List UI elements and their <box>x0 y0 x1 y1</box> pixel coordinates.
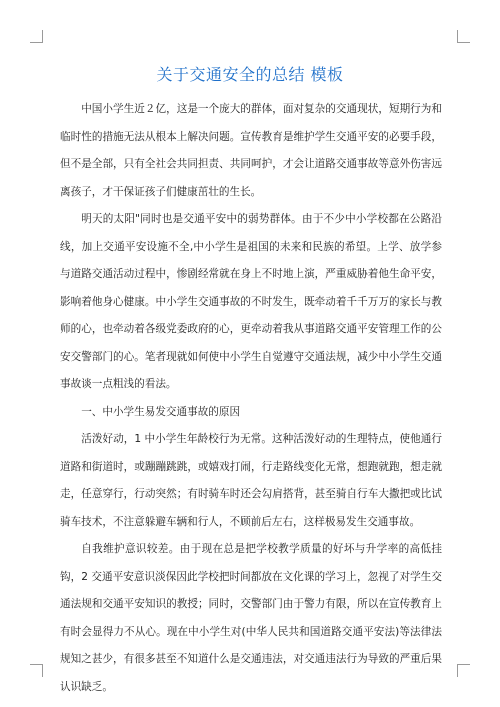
paragraph-cause-1: 活泼好动，1 中小学生年龄校行为无常。这种活泼好动的生理特点，使他通行道路和街道时，或蹦蹦跳跳，或嬉戏打闹，行走路线变化无常，想跑就跑，想走就走，任意穿行，行动突然；有时骑车时还会勾肩搭背，甚至骑自行车大撒把或比试骑车技术，不注意躲避车辆和行人，不顾前后左右，这样极易发生交通事故。 <box>60 433 442 528</box>
paragraph-cause-2: 自我维护意识较差。由于现在总是把学校教学质量的好坏与升学率的高低挂钩，2 交通平安意识淡保因此学校把时间都放在文化课的学习上，忽视了对学生交通法规和交通平安知识的教授；同时，交警部门由于警力有限，所以在宣传教育上有时会显得力不从心。现在中小学生对(中华人民共和国道路交通平安法)等法律法规知之甚少，有很多甚至不知道什么是交通违法，对交通违法行为导致的严重后果认识缺乏。 <box>60 543 442 693</box>
paragraph-intro: 中国小学生近２亿，这是一个庞大的群体，面对复杂的交通现状，短期行为和临时性的措施无法从根本上解决问题。宣传教育是维护学生交通平安的必要手段，但不是全部，只有全社会共同担责、共同呵护，才会让道路交通事故等意外伤害远离孩子，才干保证孩子们健康茁壮的生长。 <box>60 103 442 198</box>
document-body <box>60 96 442 701</box>
crop-mark-bottom-left <box>30 664 43 677</box>
crop-mark-top-right <box>457 30 470 43</box>
crop-mark-bottom-right <box>457 664 470 677</box>
section-heading: 一、中小学生易发交通事故的原因 <box>81 405 241 418</box>
document-title: 关于交通安全的总结 模板 <box>156 65 344 84</box>
paragraph-background: 明天的太阳"同时也是交通平安中的弱势群体。由于不少中小学校都在公路沿线，加上交通平安设施不全,中小学生是祖国的未来和民族的希望。上学、放学参与道路交通活动过程中，惨剧经常就在身上不时地上演，严重威胁着他生命平安，影响着他身心健康。中小学生交通事故的不时发生，既牵动着千千万万的家长与教师的心，也牵动着各级党委政府的心，更牵动着我从事道路交通平安管理工作的公安交警部门的心。笔者现就如何使中小学生自觉遵守交通法规，减少中小学生交通事故谈一点粗浅的看法。 <box>60 213 442 390</box>
crop-mark-top-left <box>30 30 43 43</box>
